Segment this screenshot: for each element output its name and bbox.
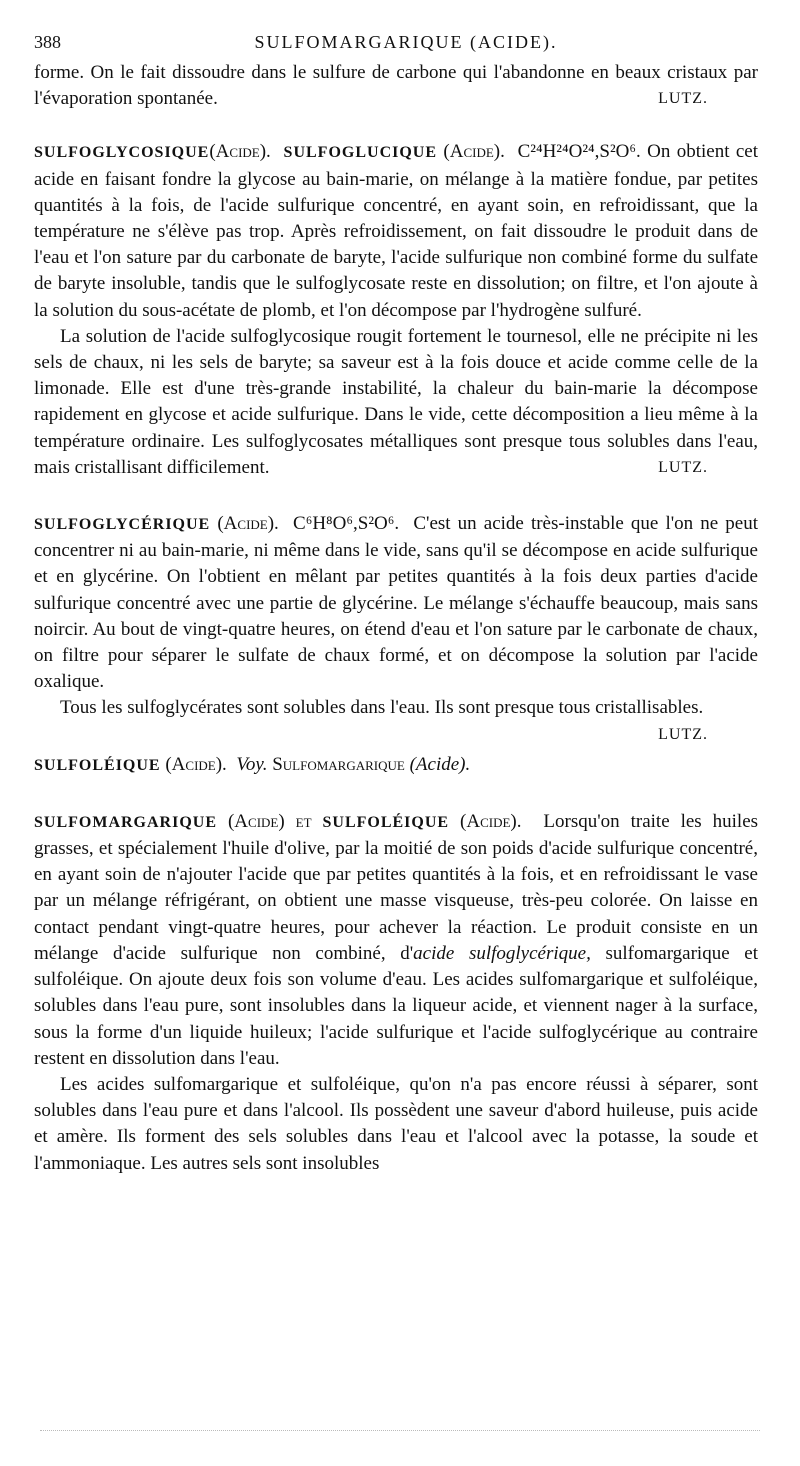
cross-reference-acid: (Acide). [409,753,471,775]
entry-sulfoglycosique [34,139,758,481]
entry-text: Lorsqu'on traite les huiles grasses, et spécialement l'huile d'olive, par la moitié de son poids d'acide sulfurique concentré, en ayant soin de n'ajouter l'acide que par petites quantités à la fois, et en refroidissant le vase par un mélange réfrigérant, on obtient une masse visqueuse, très-peu colorée. On laisse en contact pendant vingt-quatre heures, pour achever la réaction. Le produit consiste en un mélange d'acide sulfurique non combiné, d' [34,810,759,964]
chemical-formula: C⁶H⁸O⁶,S²O⁶. [293,513,400,535]
entry-type: (Acide). [165,753,227,775]
entry-paragraph [34,324,758,481]
entry-text: C'est un acide très-instable que l'on ne peut concentrer ni au bain-marie, ni même dans le vide, sans qu'il se décompose en acide sulfurique et en glycérine. On l'obtient en mêlant par petites quantités à la fois deux parties d'acide sulfurique concentré avec une partie de glycérine. Le mélange s'échauffe beaucoup, mais sans noircir. Au bout de vingt-quatre heures, on étend d'eau et l'on sature par le carbonate de chaux, on filtre pour séparer le sulfate de chaux formé, et on décompose la solution par l'acide oxalique. [34,513,759,693]
entry-headword-alt: SULFOGLUCIQUE [283,144,438,162]
entry-type-alt: (Acide). [460,810,522,832]
entry-type: (Acide). [217,513,279,535]
author-signature: LUTZ. [658,458,708,476]
entry-headword: SULFOMARGARIQUE [34,813,218,831]
entry-paragraph [34,139,758,323]
page-number: 388 [34,32,61,52]
entry-italic-term: acide sulfoglycérique, [413,942,591,964]
cross-reference-voy: Voy. [236,753,268,775]
entry-headword: SULFOGLYCÉRIQUE [34,516,211,534]
entry-headword-alt: SULFOLÉIQUE [322,813,450,831]
entry-text: sulfomargarique et sulfoléique. On ajoute deux fois son volume d'eau. Les acides sulfomargarique et sulfoléique, solubles dans l'eau pure, sont insolubles dans la liqueur acide, et viennent nager à la surface, sous la forme d'un liquide huileux; l'acide sulfurique et l'acide sulfoglycérique au contraire restent en dissolution dans l'eau. [34,942,758,1069]
entry-text: Tous les sulfoglycérates sont solubles dans l'eau. Ils sont presque tous cristallisables. [60,697,704,719]
cross-reference-target: Sulfomargarique [272,753,405,775]
entry-sulfomargarique [34,809,758,1177]
entry-text: Les acides sulfomargarique et sulfoléique, qu'on n'a pas encore réussi à séparer, sont solubles dans l'eau pure et dans l'alcool. Ils possèdent une saveur d'abord huileuse, puis acide et amère. Ils forment des sels solubles dans l'eau et l'alcool avec la potasse, la soude et l'ammoniaque. Les autres sels sont insolubles [34,1073,758,1174]
author-signature: LUTZ. [658,725,708,743]
entry-paragraph [34,695,758,743]
entry-paragraph [34,511,758,695]
entry-conjunction: et [295,810,312,832]
chemical-formula: C²⁴H²⁴O²⁴,S²O⁶. [517,141,641,163]
entry-headword: SULFOGLYCOSIQUE [34,144,210,162]
entry-sulfoleique [34,752,758,779]
entry-type: (Acide) [227,810,285,832]
footer-rule [40,1430,760,1431]
entry-paragraph [34,1072,758,1177]
entry-headword: SULFOLÉIQUE [34,756,161,774]
author-signature: LUTZ. [658,90,708,108]
entry-paragraph [34,809,758,1072]
entry-type-alt: (Acide). [443,141,505,163]
running-title: SULFOMARGARIQUE (ACIDE). [254,32,558,52]
entry-type: (Acide). [209,141,271,163]
continuation-text: forme. On le fait dissoudre dans le sulfure de carbone qui l'abandonne en beaux cristaux par l'évaporation spontanée. [34,62,758,110]
entry-text: La solution de l'acide sulfoglycosique rougit fortement le tournesol, elle ne précipite ni les sels de chaux, ni les sels de baryte; sa saveur est à la fois douce et acide comme celle de la limonade. Elle est d'une très-grande instabilité, la chaleur du bain-marie la décompose rapidement en glycose et acide sulfurique. Dans le vide, cette décomposition a lieu même à la température ordinaire. Les sulfoglycosates métalliques sont presque tous solubles dans l'eau, mais cristallisant difficilement. [34,325,758,478]
entry-sulfoglycerique [34,511,759,743]
entry-text: On obtient cet acide en faisant fondre la glycose au bain-marie, on mélange à la matière fondue, par petites quantités à la fois, de l'acide sulfurique concentré, en ayant soin, en refroidissant, que la température ne s'élève pas trop. Après refroidissement, on fait dissoudre le produit dans de l'eau et l'on sature par du carbonate de baryte, l'acide sulfurique non combiné forme du sulfate de baryte insoluble, tandis que le sulfoglycosate reste en dissolution; on filtre, et l'on ajoute à la solution du sous-acétate de plomb, et l'on décompose par l'hydrogène sulfuré. [34,141,759,321]
entry-paragraph [34,752,758,779]
continuation-paragraph [34,60,758,112]
page [34,30,758,1177]
page-header [34,30,758,60]
